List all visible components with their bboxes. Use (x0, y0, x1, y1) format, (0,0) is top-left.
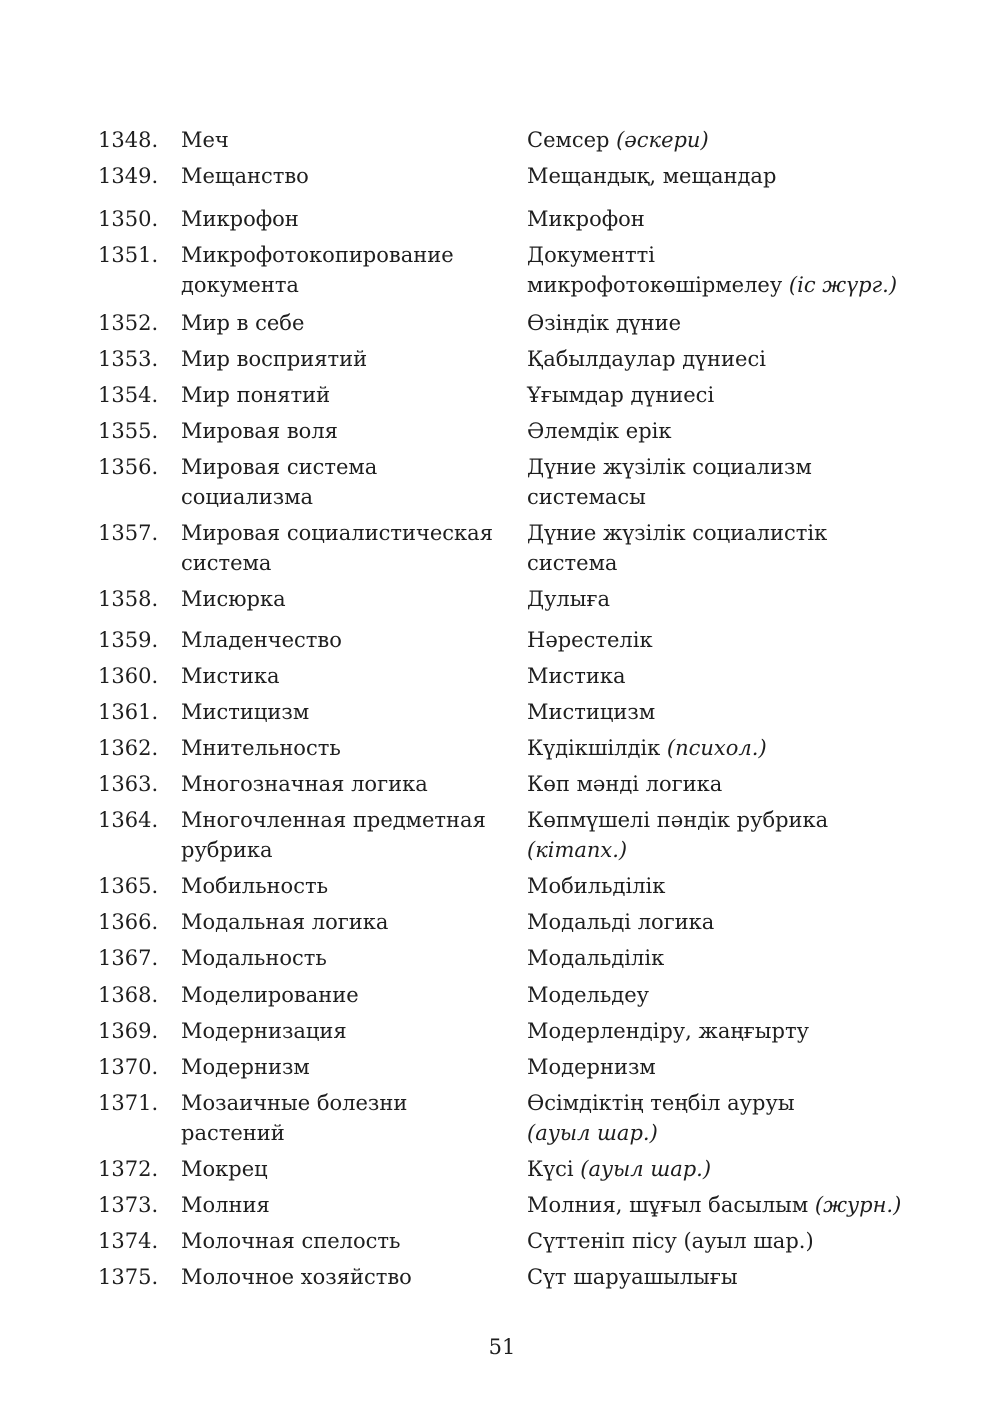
entry-number: 1358. (98, 587, 159, 611)
kazakh-translation (527, 1226, 907, 1256)
entry-number: 1351. (98, 243, 159, 267)
entry-number: 1366. (98, 910, 159, 934)
kazakh-translation (527, 204, 907, 234)
kazakh-translation (527, 871, 907, 901)
translation-text: Документті (527, 243, 655, 267)
translation-text: Мобильділік (527, 874, 666, 898)
entry-number: 1367. (98, 946, 159, 970)
entry-number: 1364. (98, 808, 159, 832)
kazakh-translation (527, 125, 907, 155)
russian-term (181, 452, 511, 512)
kazakh-translation (527, 416, 907, 446)
kazakh-translation (527, 584, 907, 614)
kazakh-translation (527, 1016, 907, 1046)
translation-text: системасы (527, 485, 646, 509)
translation-text: Дүние жүзілік социалистік (527, 521, 828, 545)
translation-text: Күсі (527, 1157, 581, 1181)
entry-number: 1371. (98, 1091, 159, 1115)
kazakh-translation-line (527, 1118, 907, 1148)
translation-text: Семсер (527, 128, 617, 152)
translation-text: Дулыға (527, 587, 610, 611)
russian-term (181, 697, 511, 727)
russian-term (181, 161, 511, 191)
kazakh-translation-line (527, 1154, 907, 1184)
entry-number: 1356. (98, 455, 159, 479)
translation-text: Мещандық, мещандар (527, 164, 777, 188)
translation-text: Мистика (527, 664, 626, 688)
russian-term (181, 980, 511, 1010)
translation-text: Көпмүшелі пәндік рубрика (527, 808, 829, 832)
translation-text: Күдікшілдік (527, 736, 667, 760)
kazakh-translation-line (527, 125, 907, 155)
kazakh-translation-line (527, 584, 907, 614)
russian-term (181, 344, 511, 374)
kazakh-translation-line (527, 308, 907, 338)
entry-number: 1368. (98, 983, 159, 1007)
translation-text: Мистицизм (527, 700, 656, 724)
russian-term (181, 518, 511, 578)
russian-term-line: Модернизм (181, 1055, 310, 1079)
kazakh-translation-line (527, 697, 907, 727)
russian-term (181, 308, 511, 338)
kazakh-translation (527, 308, 907, 338)
kazakh-translation-line (527, 204, 907, 234)
kazakh-translation-line (527, 548, 907, 578)
russian-term (181, 871, 511, 901)
russian-term-line: Мобильность (181, 874, 329, 898)
russian-term-line: Мисюрка (181, 587, 286, 611)
translation-text: микрофотокөшірмелеу (527, 273, 789, 297)
kazakh-translation-line (527, 380, 907, 410)
kazakh-translation-line (527, 518, 907, 548)
kazakh-translation-line (527, 625, 907, 655)
russian-term (181, 1088, 511, 1148)
russian-term-line: социализма (181, 485, 314, 509)
entry-number: 1373. (98, 1193, 159, 1217)
russian-term (181, 240, 511, 300)
entry-number: 1361. (98, 700, 159, 724)
kazakh-translation (527, 661, 907, 691)
kazakh-translation-line (527, 1262, 907, 1292)
russian-term-line: Мнительность (181, 736, 341, 760)
kazakh-translation (527, 769, 907, 799)
russian-term-line: Модальность (181, 946, 327, 970)
translation-text: Ұғымдар дүниесі (527, 383, 715, 407)
russian-term-line: Мистика (181, 664, 280, 688)
russian-term-line: Мозаичные болезни (181, 1091, 408, 1115)
kazakh-translation (527, 240, 907, 300)
entry-number: 1375. (98, 1265, 159, 1289)
kazakh-translation (527, 625, 907, 655)
kazakh-translation (527, 943, 907, 973)
russian-term-line: Мировая воля (181, 419, 338, 443)
russian-term (181, 1052, 511, 1082)
kazakh-translation-line (527, 980, 907, 1010)
kazakh-translation (527, 1154, 907, 1184)
russian-term (181, 416, 511, 446)
russian-term-line: Моделирование (181, 983, 359, 1007)
translation-text: Молния, шұғыл басылым (527, 1193, 815, 1217)
russian-term-line: Мокрец (181, 1157, 268, 1181)
russian-term (181, 1016, 511, 1046)
entry-number: 1348. (98, 128, 159, 152)
translation-text: Дүние жүзілік социализм (527, 455, 812, 479)
kazakh-translation-line (527, 161, 907, 191)
kazakh-translation (527, 452, 907, 512)
kazakh-translation-line (527, 835, 907, 865)
russian-term (181, 1226, 511, 1256)
translation-text: Нәрестелік (527, 628, 653, 652)
russian-term (181, 661, 511, 691)
entry-number: 1349. (98, 164, 159, 188)
translation-text: Модернизм (527, 1055, 656, 1079)
russian-term (181, 733, 511, 763)
kazakh-translation-line (527, 270, 907, 300)
translation-text: Модальділік (527, 946, 665, 970)
entry-number: 1354. (98, 383, 159, 407)
entry-number: 1372. (98, 1157, 159, 1181)
domain-note: (кітапх.) (527, 838, 628, 862)
kazakh-translation (527, 518, 907, 578)
kazakh-translation (527, 161, 907, 191)
russian-term-line: Мировая социалистическая (181, 521, 493, 545)
russian-term (181, 625, 511, 655)
kazakh-translation (527, 380, 907, 410)
translation-text: Микрофон (527, 207, 645, 231)
russian-term-line: Мир восприятий (181, 347, 368, 371)
russian-term-line: Многочленная предметная (181, 808, 486, 832)
domain-note: (ауыл шар.) (527, 1121, 658, 1145)
russian-term-line: Младенчество (181, 628, 342, 652)
translation-text: Сүттеніп пісу (ауыл шар.) (527, 1229, 814, 1253)
kazakh-translation-line (527, 661, 907, 691)
domain-note: (психол.) (666, 736, 767, 760)
russian-term-line: Молочная спелость (181, 1229, 401, 1253)
kazakh-translation (527, 1262, 907, 1292)
kazakh-translation-line (527, 1190, 907, 1220)
translation-text: система (527, 551, 618, 575)
kazakh-translation-line (527, 907, 907, 937)
translation-text: Модельдеу (527, 983, 649, 1007)
kazakh-translation-line (527, 482, 907, 512)
russian-term (181, 125, 511, 155)
kazakh-translation-line (527, 805, 907, 835)
kazakh-translation-line (527, 769, 907, 799)
kazakh-translation-line (527, 1088, 907, 1118)
kazakh-translation (527, 1088, 907, 1148)
russian-term (181, 907, 511, 937)
kazakh-translation (527, 344, 907, 374)
domain-note: (әскери) (616, 128, 709, 152)
translation-text: Модальді логика (527, 910, 715, 934)
kazakh-translation (527, 733, 907, 763)
entry-number: 1353. (98, 347, 159, 371)
translation-text: Сүт шаруашылығы (527, 1265, 738, 1289)
kazakh-translation-line (527, 1226, 907, 1256)
russian-term-line: Мистицизм (181, 700, 310, 724)
russian-term (181, 769, 511, 799)
kazakh-translation-line (527, 943, 907, 973)
russian-term-line: Молочное хозяйство (181, 1265, 412, 1289)
russian-term-line: Молния (181, 1193, 270, 1217)
entry-number: 1365. (98, 874, 159, 898)
russian-term-line: Модальная логика (181, 910, 389, 934)
kazakh-translation-line (527, 452, 907, 482)
translation-text: Көп мәнді логика (527, 772, 723, 796)
russian-term (181, 805, 511, 865)
kazakh-translation (527, 1190, 907, 1220)
russian-term-line: Многозначная логика (181, 772, 428, 796)
entry-number: 1374. (98, 1229, 159, 1253)
translation-text: Қабылдаулар дүниесі (527, 347, 766, 371)
russian-term-line: система (181, 551, 272, 575)
entry-number: 1362. (98, 736, 159, 760)
russian-term-line: документа (181, 273, 299, 297)
russian-term (181, 943, 511, 973)
russian-term-line: растений (181, 1121, 285, 1145)
kazakh-translation (527, 697, 907, 727)
kazakh-translation-line (527, 733, 907, 763)
russian-term (181, 584, 511, 614)
entry-number: 1350. (98, 207, 159, 231)
domain-note: (іс жүрг.) (788, 273, 898, 297)
russian-term (181, 1154, 511, 1184)
russian-term-line: Мировая система (181, 455, 378, 479)
translation-text: Модерлендіру, жаңғырту (527, 1019, 809, 1043)
russian-term-line: Микрофотокопирование (181, 243, 454, 267)
russian-term-line: Мещанство (181, 164, 309, 188)
translation-text: Өсімдіктің теңбіл ауруы (527, 1091, 795, 1115)
entry-number: 1360. (98, 664, 159, 688)
russian-term (181, 380, 511, 410)
entry-number: 1355. (98, 419, 159, 443)
russian-term-line: Меч (181, 128, 229, 152)
entry-number: 1369. (98, 1019, 159, 1043)
kazakh-translation-line (527, 344, 907, 374)
kazakh-translation (527, 805, 907, 865)
russian-term-line: Модернизация (181, 1019, 347, 1043)
entry-number: 1359. (98, 628, 159, 652)
russian-term (181, 1190, 511, 1220)
russian-term-line: Мир в себе (181, 311, 305, 335)
entry-number: 1370. (98, 1055, 159, 1079)
russian-term (181, 204, 511, 234)
entry-number: 1352. (98, 311, 159, 335)
kazakh-translation-line (527, 1016, 907, 1046)
domain-note: (журн.) (814, 1193, 902, 1217)
domain-note: (ауыл шар.) (580, 1157, 712, 1181)
kazakh-translation (527, 980, 907, 1010)
kazakh-translation-line (527, 240, 907, 270)
kazakh-translation (527, 907, 907, 937)
entry-number: 1363. (98, 772, 159, 796)
kazakh-translation (527, 1052, 907, 1082)
russian-term-line: Мир понятий (181, 383, 331, 407)
kazakh-translation-line (527, 871, 907, 901)
entry-number: 1357. (98, 521, 159, 545)
kazakh-translation-line (527, 1052, 907, 1082)
translation-text: Өзіндік дүние (527, 311, 682, 335)
russian-term-line: Микрофон (181, 207, 299, 231)
russian-term (181, 1262, 511, 1292)
page-number: 51 (488, 1335, 516, 1359)
russian-term-line: рубрика (181, 838, 273, 862)
translation-text: Әлемдік ерік (527, 419, 672, 443)
kazakh-translation-line (527, 416, 907, 446)
